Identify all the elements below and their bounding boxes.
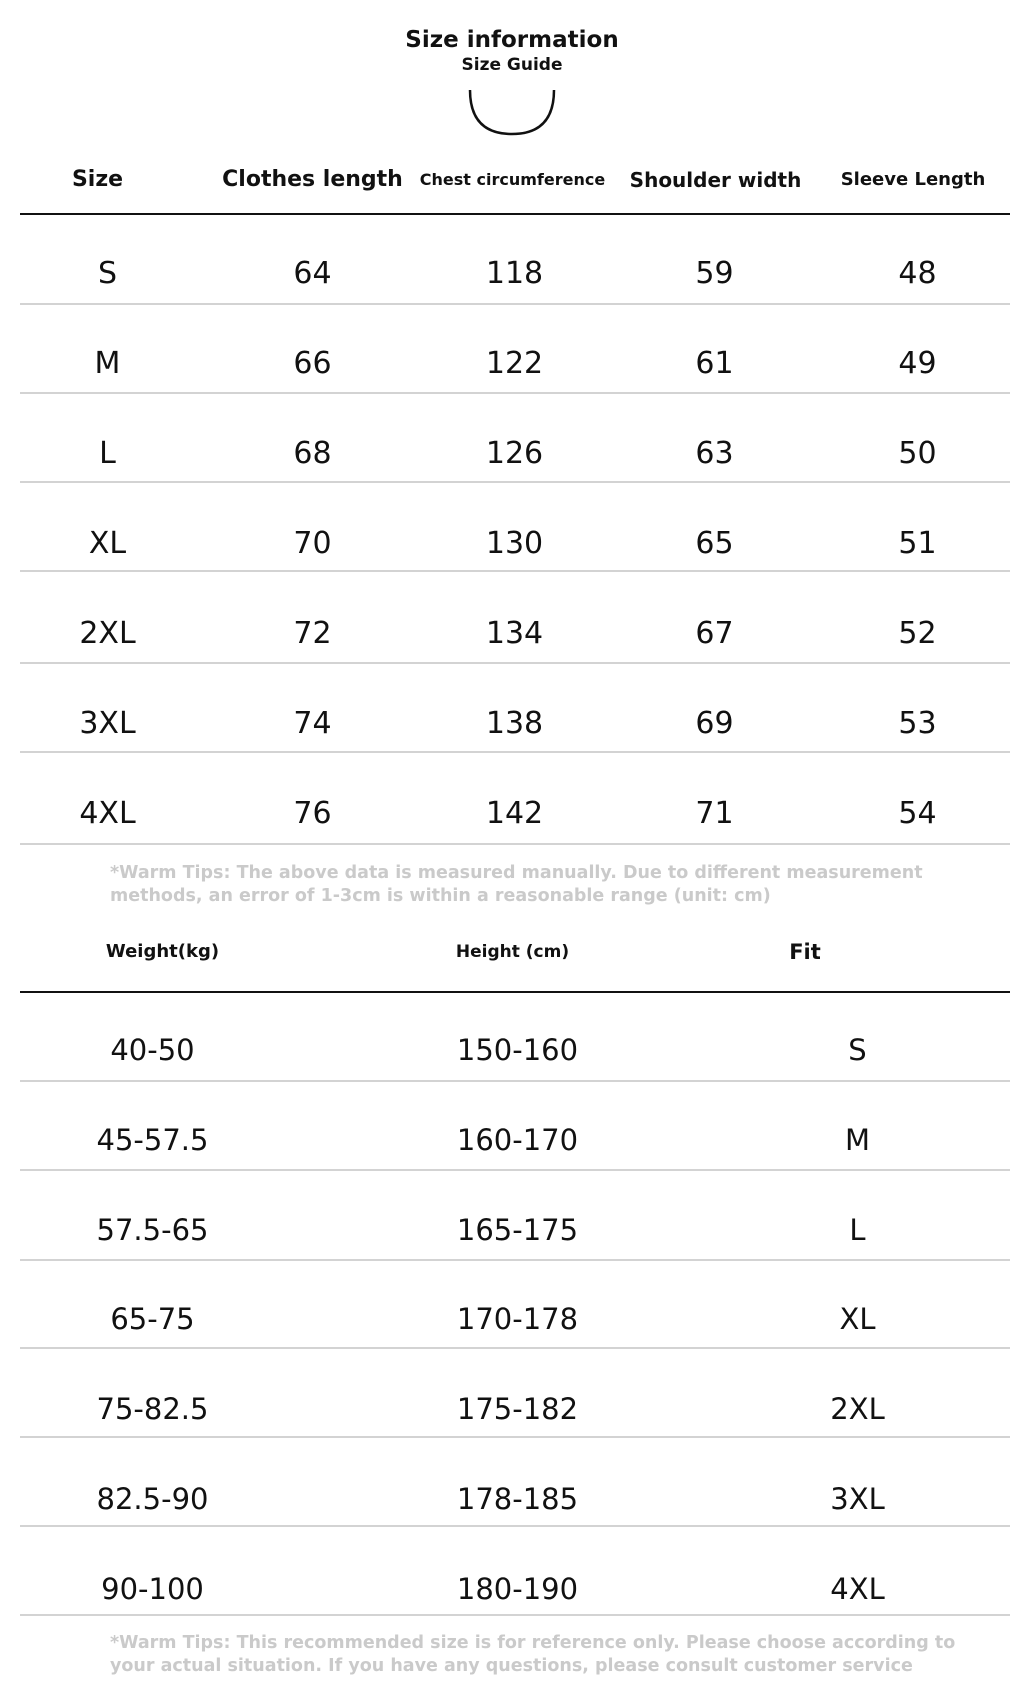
neckline-icon <box>467 90 557 140</box>
cell-height: 180-190 <box>456 1572 579 1606</box>
cell-fit: 2XL <box>830 1392 885 1426</box>
row-divider <box>20 1614 1010 1616</box>
column-header-shoulder-width: Shoulder width <box>629 168 802 192</box>
fit-table-tip: *Warm Tips: This recommended size is for reference only. Please choose according to your actual situation. If you have any questions, please consult customer service <box>110 1633 956 1676</box>
cell-chest: 122 <box>485 346 544 381</box>
cell-chest: 126 <box>485 436 544 471</box>
cell-shoulder-width: 63 <box>695 436 734 471</box>
table-row <box>0 500 1024 588</box>
column-header-fit: Fit <box>789 940 821 964</box>
row-divider <box>20 570 1010 572</box>
cell-chest: 118 <box>485 256 544 291</box>
cell-sleeve-length: 51 <box>898 526 937 561</box>
column-header-size: Size <box>71 167 124 192</box>
cell-fit: S <box>848 1033 867 1067</box>
cell-sleeve-length: 48 <box>898 256 937 291</box>
cell-sleeve-length: 49 <box>898 346 937 381</box>
cell-height: 178-185 <box>456 1482 579 1516</box>
column-header-height: Height (cm) <box>455 942 570 962</box>
cell-clothes-length: 74 <box>293 706 332 741</box>
cell-chest: 142 <box>485 796 544 831</box>
cell-fit: 4XL <box>830 1572 885 1606</box>
cell-size: S <box>97 256 118 291</box>
cell-clothes-length: 64 <box>293 256 332 291</box>
row-divider <box>20 1436 1010 1438</box>
cell-clothes-length: 66 <box>293 346 332 381</box>
row-divider <box>20 481 1010 483</box>
cell-shoulder-width: 71 <box>695 796 734 831</box>
table-header-rule <box>20 213 1010 215</box>
cell-weight: 45-57.5 <box>96 1123 209 1157</box>
cell-height: 165-175 <box>456 1213 579 1247</box>
cell-chest: 130 <box>485 526 544 561</box>
cell-clothes-length: 76 <box>293 796 332 831</box>
row-divider <box>20 303 1010 305</box>
cell-shoulder-width: 67 <box>695 616 734 651</box>
page-title: Size information <box>405 27 619 53</box>
row-divider <box>20 662 1010 664</box>
cell-clothes-length: 70 <box>293 526 332 561</box>
cell-size: 3XL <box>79 706 136 741</box>
column-header-chest-circumference: Chest circumference <box>419 170 606 189</box>
cell-shoulder-width: 69 <box>695 706 734 741</box>
cell-sleeve-length: 52 <box>898 616 937 651</box>
cell-shoulder-width: 59 <box>695 256 734 291</box>
cell-sleeve-length: 54 <box>898 796 937 831</box>
size-table-header <box>0 160 1024 200</box>
cell-clothes-length: 72 <box>293 616 332 651</box>
cell-weight: 82.5-90 <box>96 1482 209 1516</box>
cell-weight: 40-50 <box>110 1033 195 1067</box>
cell-size: 2XL <box>79 616 136 651</box>
cell-chest: 134 <box>485 616 544 651</box>
cell-size: 4XL <box>79 796 136 831</box>
table-row <box>0 1365 1024 1453</box>
table-row <box>0 1455 1024 1543</box>
page-header <box>0 26 1024 76</box>
column-header-clothes-length: Clothes length <box>222 167 403 192</box>
cell-fit: 3XL <box>830 1482 885 1516</box>
cell-size: M <box>94 346 121 381</box>
cell-shoulder-width: 61 <box>695 346 734 381</box>
cell-height: 150-160 <box>456 1033 579 1067</box>
cell-height: 175-182 <box>456 1392 579 1426</box>
row-divider <box>20 1259 1010 1261</box>
cell-size: XL <box>88 526 127 561</box>
row-divider <box>20 1169 1010 1171</box>
table-row <box>0 1545 1024 1633</box>
page-subtitle: Size Guide <box>461 55 563 75</box>
fit-table-header-rule <box>20 991 1010 993</box>
cell-sleeve-length: 53 <box>898 706 937 741</box>
table-row <box>0 590 1024 678</box>
table-row <box>0 680 1024 768</box>
row-divider <box>20 1347 1010 1349</box>
cell-size: L <box>99 436 116 471</box>
cell-weight: 57.5-65 <box>96 1213 209 1247</box>
fit-table-header <box>0 935 1024 969</box>
row-divider <box>20 1080 1010 1082</box>
cell-sleeve-length: 50 <box>898 436 937 471</box>
size-table-tip: *Warm Tips: The above data is measured manually. Due to different measurement methods, an error of 1-3cm is within a reasonable range (unit: cm) <box>110 863 923 906</box>
row-divider <box>20 392 1010 394</box>
row-divider <box>20 843 1010 845</box>
cell-fit: L <box>849 1213 866 1247</box>
cell-weight: 65-75 <box>110 1302 195 1336</box>
cell-shoulder-width: 65 <box>695 526 734 561</box>
cell-chest: 138 <box>485 706 544 741</box>
row-divider <box>20 751 1010 753</box>
table-row <box>0 1275 1024 1363</box>
cell-weight: 90-100 <box>101 1572 204 1606</box>
cell-fit: M <box>844 1123 871 1157</box>
table-row <box>0 320 1024 408</box>
row-divider <box>20 1525 1010 1527</box>
column-header-sleeve-length: Sleeve Length <box>840 169 986 190</box>
cell-height: 170-178 <box>456 1302 579 1336</box>
table-row <box>0 410 1024 498</box>
cell-clothes-length: 68 <box>293 436 332 471</box>
cell-weight: 75-82.5 <box>96 1392 209 1426</box>
cell-fit: XL <box>839 1302 876 1336</box>
cell-height: 160-170 <box>456 1123 579 1157</box>
column-header-weight: Weight(kg) <box>105 941 220 962</box>
